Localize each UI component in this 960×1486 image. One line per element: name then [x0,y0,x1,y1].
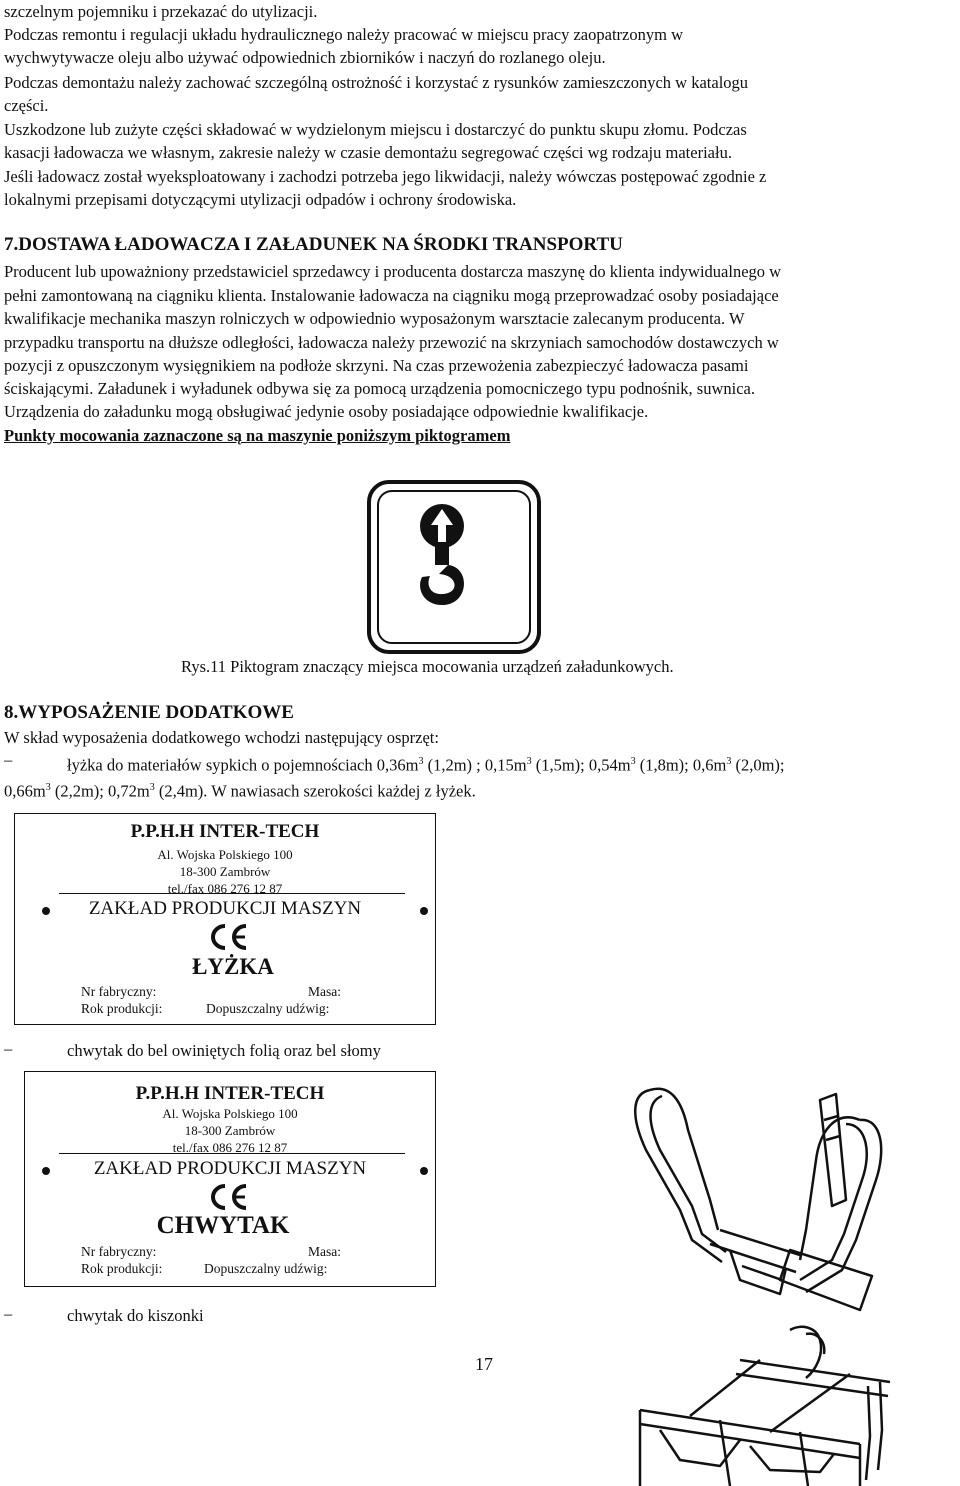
plate-company: P.P.H.H INTER-TECH [135,1083,325,1104]
section-7-line-4: przypadku transportu na dłuższe odległości, ładowacza należy przewozić na skrzyniach samochodów dostawczych w [4,333,779,352]
plate-company: P.P.H.H INTER-TECH [130,821,320,842]
section-8-intro: W skład wyposażenia dodatkowego wchodzi następujący osprzęt: [4,728,439,747]
para-line-5: części. [4,96,49,115]
plate-dot-right [420,907,428,915]
plate-dot-right [420,1167,428,1175]
plate-rule [59,1153,405,1154]
section-7-line-3: kwalifikacje mechanika maszyn rolniczych w odpowiednio wyposażonym warsztacie zalecanym producenta. W [4,309,745,328]
nameplate-lyzka [14,813,436,1025]
para-line-3: wychwytywacze oleju albo używać odpowiednich zbiorników i naczyń do rozlanego oleju. [4,48,606,67]
plate-address-2: 18-300 Zambrów [184,1123,276,1138]
para-line-6: Uszkodzone lub zużyte części składować w wydzielonym miejscu i dostarczyć do punktu skupu złomu. Podczas [4,120,747,139]
section-7-line-1: Producent lub upoważniony przedstawiciel sprzedawcy i producenta dostarcza maszynę do klienta indywidualnego w [4,262,782,281]
list-dash: – [4,750,13,769]
section-7-line-7: Urządzenia do załadunku mogą obsługiwać jedynie osoby posiadające odpowiednie kwalifikacje. [4,402,649,421]
plate-mass-label: Masa: [308,984,341,999]
para-line-7: kasacji ładowacza we własnym, zakresie należy w czasie demontażu segregować części wg rodzaju materiału. [4,143,732,162]
para-line-4: Podczas demontażu należy zachować szczególną ostrożność i korzystać z rysunków zamieszczonych w katalogu [4,73,749,92]
para-line-2: Podczas remontu i regulacji układu hydraulicznego należy pracować w miejscu pracy zaopatrzonym w [4,25,683,44]
list-dash: – [4,1039,13,1058]
plate-rule [59,893,405,894]
plate-load-label: Dopuszczalny udźwig: [206,1001,330,1016]
figure-caption: Rys.11 Piktogram znaczący miejsca mocowania urządzeń załadunkowych. [181,657,674,676]
plate-address-2: 18-300 Zambrów [179,864,271,879]
plate-load-label: Dopuszczalny udźwig: [204,1261,328,1276]
item-2: chwytak do bel owiniętych folią oraz bel słomy [67,1041,381,1060]
pictogram-note: Punkty mocowania zaznaczone są na maszynie poniższym piktogramem [4,426,511,445]
plate-mass-label: Masa: [308,1244,341,1259]
section-7-line-2: pełni zamontowaną na ciągniku klienta. Instalowanie ładowacza na ciągniku mogą przeprowadzać osoby posiadające [4,286,779,305]
lifting-hook-icon [366,479,542,655]
plate-address-3: tel./fax 086 276 12 87 [167,881,283,896]
para-line-9: lokalnymi przepisami dotyczącymi utylizacji odpadów i ochrony środowiska. [4,190,517,209]
section-7-line-5: pozycji z opuszczonym wysięgnikiem na podłoże skrzyni. Na czas przewożenia zabezpieczyć ładowacza pasami [4,356,749,375]
plate-address-1: Al. Wojska Polskiego 100 [157,847,293,862]
plate-product: CHWYTAK [156,1212,290,1239]
item-1-line-2: $0,66m^3$ (2,2m); $0,72m^3$ (2,4m). W nawiasach szerokości każdej z łyżek. [4,781,476,801]
plate-department: ZAKŁAD PRODUKCJI MASZYN [93,1158,367,1179]
page-number: 17 [475,1354,493,1374]
plate-address-1: Al. Wojska Polskiego 100 [162,1106,298,1121]
bale-grab-drawing [610,1080,900,1320]
plate-serial-label: Nr fabryczny: [81,984,157,999]
item-1-line-1: łyżka do materiałów sypkich o pojemnościach $0,36m^3$ (1,2m) ; $0,15m^3$ (1,5m); $0,54m^3$ (1,8m); $0,6m^3$ (2,0m); [67,755,785,775]
section-8-heading: 8.WYPOSAŻENIE DODATKOWE [4,702,294,723]
para-line-8: Jeśli ładowacz został wyeksploatowany i zachodzi potrzeba jego likwidacji, należy wówczas postępować zgodnie z [4,167,767,186]
plate-address-3: tel./fax 086 276 12 87 [172,1140,288,1155]
para-line-1: szczelnym pojemniku i przekazać do utylizacji. [4,2,318,21]
ce-mark-icon [206,1182,250,1212]
nameplate-chwytak [24,1071,436,1287]
ce-mark-icon [206,922,250,952]
plate-department: ZAKŁAD PRODUKCJI MASZYN [88,898,362,919]
section-7-heading: 7.DOSTAWA ŁADOWACZA I ZAŁADUNEK NA ŚRODKI TRANSPORTU [4,234,623,255]
plate-year-label: Rok produkcji: [81,1261,163,1276]
section-7-line-6: ściskającymi. Załadunek i wyładunek odbywa się za pomocą urządzenia pomocniczego typu podnośnik, suwnica. [4,379,755,398]
plate-serial-label: Nr fabryczny: [81,1244,157,1259]
silage-grab-drawing [620,1320,920,1486]
plate-year-label: Rok produkcji: [81,1001,163,1016]
item-3: chwytak do kiszonki [67,1306,204,1325]
plate-product: ŁYŻKA [192,954,274,979]
list-dash: – [4,1304,13,1323]
